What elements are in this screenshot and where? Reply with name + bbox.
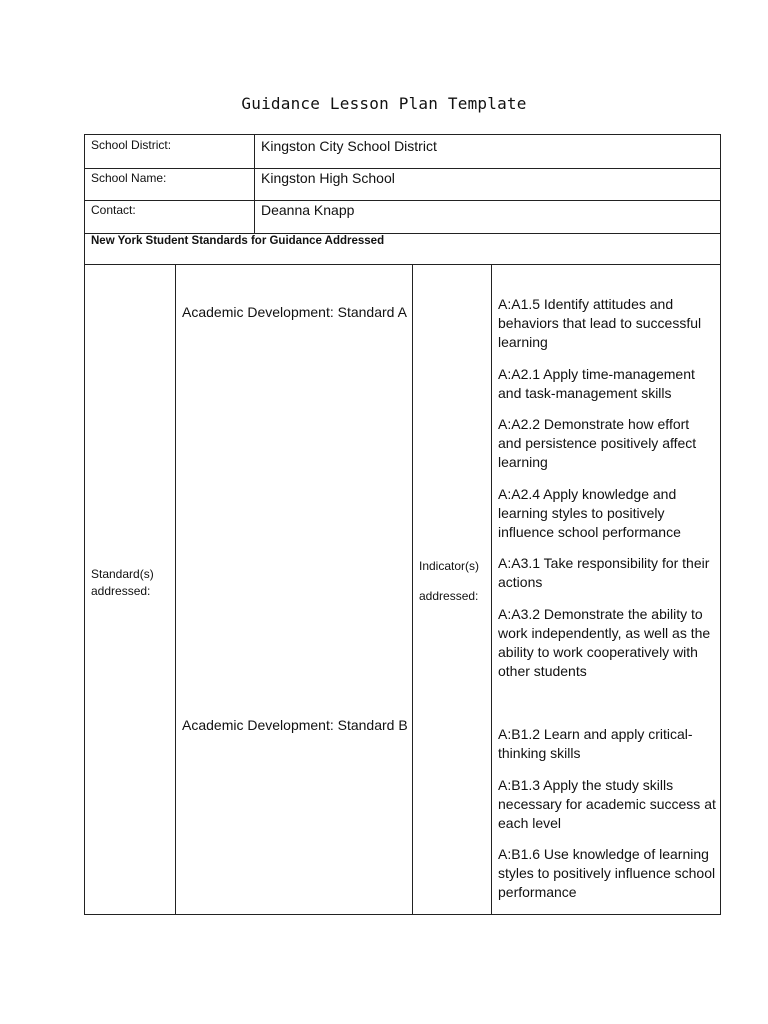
indicator-b-1: A:B1.2 Learn and apply critical-thinking skills xyxy=(498,726,693,761)
standard-a: Academic Development: Standard A xyxy=(182,304,407,320)
indicators-label-line2: addressed: xyxy=(419,589,479,603)
indicator-a-3: A:A2.2 Demonstrate how effort and persistence positively affect learning xyxy=(498,416,697,470)
indicator-a-5: A:A3.1 Take responsibility for their actions xyxy=(498,555,710,590)
indicator-a-1: A:A1.5 Identify attitudes and behaviors that lead to successful learning xyxy=(498,296,702,350)
standards-label-line1: Standard(s) xyxy=(91,567,154,581)
row-divider xyxy=(84,264,721,265)
school-district-value: Kingston City School District xyxy=(261,138,437,154)
column-divider xyxy=(491,264,492,915)
indicator-b-2: A:B1.3 Apply the study skills necessary for academic success at each level xyxy=(498,777,716,831)
school-district-label: School District: xyxy=(91,138,172,152)
page-title: Guidance Lesson Plan Template xyxy=(241,94,527,113)
school-name-label: School Name: xyxy=(91,171,167,185)
indicators-label-line1: Indicator(s) xyxy=(419,559,480,573)
standard-b: Academic Development: Standard B xyxy=(182,717,408,733)
indicator-a-2: A:A2.1 Apply time-management and task-management skills xyxy=(498,366,695,401)
row-divider xyxy=(84,168,721,169)
indicator-a-4: A:A2.4 Apply knowledge and learning styles to positively influence school performance xyxy=(498,486,681,540)
standards-label xyxy=(91,566,154,600)
indicator-b-3: A:B1.6 Use knowledge of learning styles to positively influence school performance xyxy=(498,846,716,900)
row-divider xyxy=(84,200,721,201)
row-divider xyxy=(84,233,721,234)
column-divider xyxy=(175,264,176,915)
column-divider xyxy=(254,134,255,233)
column-divider xyxy=(412,264,413,915)
indicator-a-6: A:A3.2 Demonstrate the ability to work independently, as well as the ability to work cooperatively with other students xyxy=(498,606,711,679)
school-name-value: Kingston High School xyxy=(261,170,395,186)
standards-label-line2: addressed: xyxy=(91,584,151,598)
contact-label: Contact: xyxy=(91,203,136,217)
contact-value: Deanna Knapp xyxy=(261,202,355,218)
standards-header: New York Student Standards for Guidance Addressed xyxy=(91,235,385,247)
